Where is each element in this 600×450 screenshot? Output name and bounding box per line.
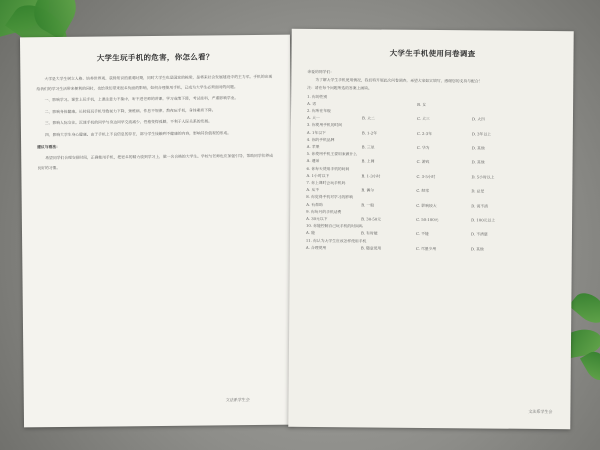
survey-option: A. 能 [305,230,315,236]
survey-intro: 为了解大学生手机使用情况，我们特开展此次问卷调查，希望大家如实填写，感谢您的支持与配合！ [315,77,483,84]
survey-option: D. 其他 [470,246,484,252]
survey-option: C. 经常 [416,188,430,194]
survey-question: 4. 你的手机品牌 [306,136,335,142]
survey-option: A. 1年以下 [306,129,326,135]
survey-option: B. 偶尔 [361,187,375,193]
survey-option: B. 一般 [361,202,375,208]
survey-option: B. 有时能 [360,230,378,237]
survey-option: A. 从不 [306,187,320,193]
survey-option: D. 大四 [471,116,485,122]
survey-options-row [306,244,556,253]
survey-option: C. 华为 [416,144,430,151]
survey-question: 11. 你认为大学生应该怎样使用手机 [305,237,367,244]
survey-option: C. 大三 [416,116,430,122]
right-sheet-title: 大学生手机使用问卷调查 [389,48,476,59]
survey-option: D. 3年以上 [471,130,491,137]
survey-option: B. 上网 [361,158,375,164]
survey-option: C. 影响较大 [416,202,437,208]
left-signoff: 文法系学生会 [225,397,250,403]
survey-question: 2. 你所在年级 [307,107,331,114]
question-list [306,93,557,254]
survey-option: D. 100元以上 [471,217,496,223]
survey-option: B. 1-3小时 [361,173,381,179]
survey-option: C. 3-5小时 [416,173,436,179]
left-paper-sheet [20,35,294,428]
survey-option: B. 女 [417,101,427,107]
survey-body [306,68,558,253]
survey-option: A. 苹果 [306,143,320,150]
right-signoff: 文法系学生会 [528,408,553,415]
right-paper-sheet [288,29,573,429]
survey-option: D. 5小时以上 [471,174,495,180]
paragraph: 一、影响学习。课堂上玩手机，上课注意力不集中，听不进老师的讲课，学习成绩下降，考试挂科，严重影响学业。 [44,95,239,103]
left-sheet-body [36,72,275,173]
suggestions-heading: 建议与看法： [37,143,60,149]
survey-question: 6. 你每天使用手机的时间 [306,165,350,171]
survey-question: 8. 你觉得手机对学习的影响 [306,194,353,200]
survey-option: A. 1小时以下 [306,172,330,178]
survey-option: D. 其他 [471,145,485,151]
left-sheet-title: 大学生玩手机的危害，你怎么看？ [96,52,214,63]
survey-option: D. 说不清 [471,203,488,209]
survey-option: D. 总是 [471,188,485,194]
suggestions-paragraph: 希望同学们合理安排时间，正确使用手机，把更多的精力放到学习上，做一名合格的大学生。学校与老师也应加强引导，帮助同学们养成良好的习惯。 [37,152,274,170]
survey-option: B. 1-2年 [361,130,377,136]
survey-option: A. 合理使用 [305,244,327,250]
survey-note: 注：请在每个问题所选的答案上画钩。 [307,85,372,91]
survey-option: D. 其他 [471,159,485,165]
survey-question: 1. 你的性别 [307,93,328,99]
survey-option: B. 三星 [361,144,375,150]
survey-greeting: 亲爱的同学们： [307,68,334,75]
survey-option: A. 男 [307,100,317,106]
survey-option: B. 30-50元 [361,216,382,222]
survey-option: C. 2-3年 [416,130,432,136]
survey-option: B. 随意使用 [360,245,382,251]
survey-option: A. 通话 [306,158,320,164]
survey-option: A. 大一 [306,115,320,121]
survey-question: 5. 你使用手机主要用来做什么 [306,151,358,157]
survey-option: C. 不能 [415,231,429,237]
paragraph: 大学是大学生树立人格、培养世界观、获得知识的重要时期，同时大学生也是国家的栋梁，是将来社会发展建设中的主力军。手机的出现给我们的学习生活带来便利的同时，也给我们带来很多负面的影响，如何合理使用手机，已成为大学生必须面对的问题。 [36,73,273,91]
survey-option: A. 30元以下 [306,215,328,222]
survey-question: 7. 你上课时会玩手机吗 [306,179,346,186]
survey-option: C. 50-100元 [416,216,439,223]
survey-option: D. 不清楚 [470,231,488,237]
survey-option: B. 大二 [361,115,375,121]
survey-question: 9. 你每月的手机话费 [306,208,342,215]
paragraph: 四、影响大学生身心健康。由于手机上不良信息的存在，部分学生接触到不健康的内容，影响其价值观的形成。 [44,130,232,138]
paragraph: 三、影响人际交往。沉迷手机的同学与身边同学交流减少，性格变得孤僻，不利于人际关系的发展。 [44,118,212,126]
survey-option: C. 尽量少用 [415,245,437,251]
survey-option: A. 有帮助 [306,201,323,207]
paragraph: 二、影响身体健康。长时间玩手机导致视力下降，颈椎病，作息不规律，熬夜玩手机，身体素质下降。 [44,107,216,114]
survey-option: C. 游戏 [416,159,430,165]
survey-question: 10. 你能控制自己玩手机的时间吗 [306,223,363,229]
survey-question: 3. 你使用手机的时间 [306,122,343,128]
